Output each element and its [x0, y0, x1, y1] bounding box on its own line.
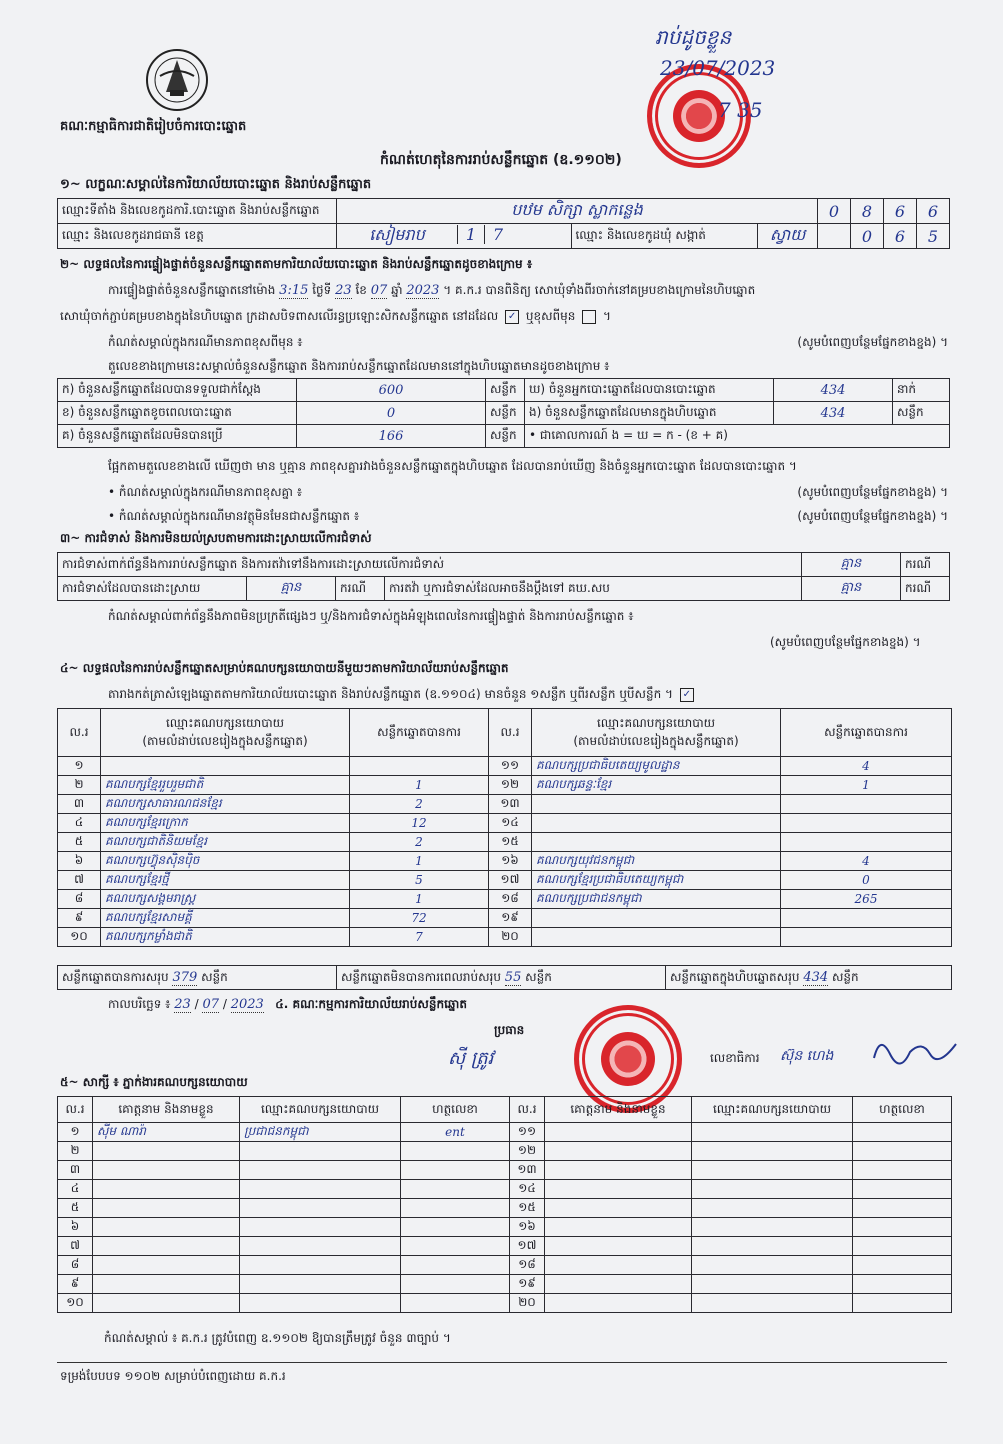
s4-intro: តារាងកត់ត្រាសំឡេងឆ្នោតតាមការិយាល័យបោះឆ្នោត និងរាប់សន្លឹកឆ្នោត (ឧ.១១០៤) មានចំនួន ១សន្លឹក ឬពីរសន្លឹក ឬបីសន្លឹក ។ ✓: [108, 686, 697, 704]
voters-voted: 434: [774, 379, 893, 402]
s1-row2-label: ឈ្មោះ និងលេខកូដរាជធានី ខេត្ត: [58, 224, 337, 249]
party-votes: 7: [350, 928, 489, 947]
s3-fill-note: (សូមបំពេញបន្ថែមផ្នែកខាងខ្នង) ។: [770, 635, 921, 649]
s1-province-code-1: 7: [484, 225, 511, 244]
section5-title: ៥~ សាក្សី ៖ ភ្នាក់ងារគណបក្សនយោបាយ: [60, 1075, 248, 1089]
section1-table: [57, 198, 950, 249]
s2-counts-table: ក) ចំនួនសន្លឹកឆ្នោតដែលបានទទួលជាក់ស្តែង 600 សន្លឹក ឃ) ចំនួនអ្នកបោះឆ្នោតដែលបានបោះឆ្នោត 434 នាក់ ខ) ចំនួនសន្លឹកឆ្នោតខូចពេលបោះឆ្នោត 0 សន្លឹក ង) ចំនួនសន្លឹកឆ្នោតដែលមានក្នុងហិបឆ្នោត 434 សន្លឹក គ) ចំនួនសន្លឹកឆ្នោតដែលមិនបានប្រើ 166 សន្លឹក • ជាគោលការណ៍ ង = ឃ = ក - (ខ + គ): [57, 378, 950, 448]
ballots-in-box: 434: [774, 402, 893, 425]
three-sheets-checkbox[interactable]: ✓: [680, 688, 694, 702]
total-valid: 379: [172, 969, 198, 985]
s1-row1-code-0: 0: [818, 199, 851, 224]
party-name: [532, 909, 781, 928]
party-name: គណបក្សសង្គមរាស្ត្រ: [101, 890, 350, 909]
s1-row1-code-2: 6: [884, 199, 917, 224]
party-name: គណបក្សប្រជាធិបតេយ្យមូលដ្ឋាន: [532, 757, 781, 776]
party-votes: 1: [350, 852, 489, 871]
party-name: [532, 814, 781, 833]
witness-signature: ent: [401, 1123, 510, 1142]
s1-row1-value: បឋម សិក្សា ស្លាកន្លេង: [337, 199, 818, 224]
secretary-label: លេខាធិការ: [710, 1051, 760, 1065]
party-name: [101, 757, 350, 776]
party-name: គណបក្សហ៊្វុនស៊ិនប៉ិច: [101, 852, 350, 871]
party-name: [532, 833, 781, 852]
party-votes: [781, 909, 952, 928]
stamp-date: 23/07/2023: [660, 56, 776, 80]
s2-para2: សោឃុំចាក់ភ្ជាប់គម្របខាងក្នុងនៃហិបឆ្នោត ក្រដាសបិទពាសលើរន្ធប្រឡោះសិកសន្លឹកឆ្នោត នៅដដែល ✓ ឬខុសពីមុន ។: [60, 309, 611, 323]
s1-commune-code-0: 0: [851, 224, 884, 249]
s1-commune-code-1: 6: [884, 224, 917, 249]
date-year: 2023: [230, 997, 264, 1012]
party-votes: 1: [350, 776, 489, 795]
party-votes: 5: [350, 871, 489, 890]
section4-title: ៤~ លទ្ធផលនៃការរាប់សន្លឹកឆ្នោតសម្រាប់គណបក្សនយោបាយនីមួយៗតាមការិយាល័យរាប់សន្លឹកឆ្នោត: [60, 661, 509, 675]
secretary-name: ស៊ុន ហេង: [780, 1048, 834, 1064]
party-votes: 4: [781, 757, 952, 776]
footer-form-code: ទម្រង់បែបបទ ១១០២ សម្រាប់បំពេញដោយ គ.ក.រ: [60, 1369, 286, 1383]
s2-year: 2023: [406, 283, 440, 298]
witness-party: ប្រជាជនកម្ពុជា: [240, 1123, 401, 1142]
party-name: គណបក្សខ្មែរថ្មី: [101, 871, 350, 890]
party-name: គណបក្សសាធារណជនខ្មែរ: [101, 795, 350, 814]
chair-name: ស៊ី ត្រូវ: [448, 1048, 494, 1069]
s2-time: 3:15: [279, 283, 309, 298]
s5-witness-table: ល.រ គោត្តនាម និងនាមខ្លួន ឈ្មោះគណបក្សនយោបាយ ហត្ថលេខា ល.រ គោត្តនាម និងនាមខ្លួន ឈ្មោះគណបក្សនយោបាយ ហត្ថលេខា ១ ស៊ីម ណារ៉ា ប្រជាជនកម្ពុជា ent ១១ ២ ១២ ៣ ១៣ ៤ ១៤ ៥ ១៥ ៦ ១៦ ៧ ១៧ ៨ ១៨ ៩ ១៩ ១០ ២០: [57, 1096, 952, 1313]
objections-count: គ្មាន: [802, 553, 901, 577]
unused-ballots: 166: [297, 425, 486, 448]
party-votes: 2: [350, 833, 489, 852]
s2-note: កំណត់សម្គាល់ក្នុងករណីមានភាពខុសពីមុន ៖ (សូមបំពេញបន្ថែមផ្នែកខាងខ្នង) ។: [108, 335, 948, 349]
resolved-count: គ្មាន: [247, 577, 336, 601]
party-votes: 1: [781, 776, 952, 795]
s2-month: 07: [370, 283, 388, 298]
s1-row2-label2: ឈ្មោះ និងលេខកូដឃុំ សង្កាត់: [571, 224, 758, 249]
s3-table: ការជំទាស់ពាក់ព័ន្ធនឹងការរាប់សន្លឹកឆ្នោត និងការតវ៉ាទៅនឹងការដោះស្រាយលើការជំទាស់ គ្មាន ករណី ការជំទាស់ដែលបានដោះស្រាយ គ្មាន ករណី ការតវ៉ា ឬការជំទាស់ដែលអាចនឹងប្តឹងទៅ គឃ.សប គ្មាន ករណី: [57, 552, 950, 601]
s2-day: 23: [335, 283, 352, 298]
party-votes: 0: [781, 871, 952, 890]
s4-date-line: កាលបរិច្ឆេទ ៖ 23 / 07 / 2023 ៤. គណៈកម្មការការិយាល័យរាប់សន្លឹកឆ្នោត: [108, 997, 467, 1012]
section2-title: ២~ លទ្ធផលនៃការផ្ទៀងផ្ទាត់ចំនួនសន្លឹកឆ្នោតតាមការិយាល័យបោះឆ្នោត និងរាប់សន្លឹកឆ្នោតដូចខាងក្រោម ៖: [60, 257, 533, 271]
witness-name: ស៊ីម ណារ៉ា: [93, 1123, 240, 1142]
s4-results-table: ល.រ ឈ្មោះគណបក្សនយោបាយ (តាមលំដាប់លេខរៀងក្នុងសន្លឹកឆ្នោត) សន្លឹកឆ្នោតបានការ ល.រ ឈ្មោះគណបក្សនយោបាយ (តាមលំដាប់លេខរៀងក្នុងសន្លឹកឆ្នោត) សន្លឹកឆ្នោតបានការ ១ ១១ គណបក្សប្រជាធិបតេយ្យមូលដ្ឋាន 4 ២ គណបក្សខ្មែររួបរួមជាតិ 1 ១២ គណបក្សឆន្ទៈខ្មែរ 1 ៣ គណបក្សសាធារណជនខ្មែរ 2 ១៣ ៤ គណបក្សខ្មែរក្រោក 12 ១៤ ៥ គណបក្សជាតិនិយមខ្មែរ 2 ១៥ ៦ គណបក្សហ៊្វុនស៊ិនប៉ិច 1 ១៦ គណបក្សយុវជនកម្ពុជា 4 ៧ គណបក្សខ្មែរថ្មី 5 ១៧ គណបក្សខ្មែរប្រជាធិបតេយ្យកម្ពុជា 0 ៨ គណបក្សសង្គមរាស្ត្រ 1 ១៨ គណបក្សប្រជាជនកម្ពុជា 265 ៩ គណបក្សខ្មែរសាមគ្គី 72 ១៩ ១០ គណបក្សកម្លាំងជាតិ 7 ២០: [57, 708, 952, 947]
s1-row1-code-3: 6: [917, 199, 950, 224]
party-votes: [781, 814, 952, 833]
party-votes: 4: [781, 852, 952, 871]
org-name: គណៈកម្មាធិការជាតិរៀបចំការបោះឆ្នោត: [60, 119, 247, 134]
s2-bullet1: • កំណត់សម្គាល់ក្នុងករណីមានភាពខុសគ្នា ៖ (សូមបំពេញបន្ថែមផ្នែកខាងខ្នង) ។: [108, 485, 948, 499]
party-name: គណបក្សខ្មែរប្រជាធិបតេយ្យកម្ពុជា: [532, 871, 781, 890]
s1-province: សៀមរាប: [369, 225, 425, 244]
party-name: គណបក្សខ្មែរសាមគ្គី: [101, 909, 350, 928]
s3-note: កំណត់សម្គាល់ពាក់ព័ន្ធនឹងភាពមិនប្រក្រតីផ្សេងៗ ឬ/និងការជំទាស់ក្នុងអំឡុងពេលនៃការផ្ទៀងផ្ទាត់ និងការរាប់សន្លឹកឆ្នោត ៖: [108, 609, 634, 623]
same-checkbox[interactable]: ✓: [505, 310, 519, 324]
s4-totals-row: សន្លឹកឆ្នោតបានការសរុប 379 សន្លឹក សន្លឹកឆ្នោតមិនបានការពេលរាប់សរុប 55 សន្លឹក សន្លឹកឆ្នោតក្នុងហិបឆ្នោតសរុប 434 សន្លឹក: [57, 965, 952, 990]
party-name: គណបក្សខ្មែររួបរួមជាតិ: [101, 776, 350, 795]
s5-footnote: កំណត់សម្គាល់ ៖ គ.ក.រ ត្រូវបំពេញ ឧ.១១០២ ឱ្យបានត្រឹមត្រូវ ចំនួន ៣ច្បាប់ ។: [104, 1331, 451, 1345]
party-votes: 72: [350, 909, 489, 928]
s1-row1-label: ឈ្មោះទីតាំង និងលេខកូដការិ.បោះឆ្នោត និងរាប់សន្លឹកឆ្នោត: [58, 199, 337, 224]
secretary-signature: [870, 1030, 960, 1070]
total-in-box: 434: [803, 969, 829, 985]
party-name: គណបក្សប្រជាជនកម្ពុជា: [532, 890, 781, 909]
spoiled-ballots: 0: [297, 402, 486, 425]
different-checkbox[interactable]: [582, 310, 596, 324]
s2-diff-line: ផ្អែកតាមតួលេខខាងលើ ឃើញថា មាន ឬគ្មាន ភាពខុសគ្នារវាងចំនួនសន្លឹកឆ្នោតក្នុងហិបឆ្នោត ដែលបានរាប់ឃើញ និងចំនួនអ្នកបោះឆ្នោត ដែលបានបោះឆ្នោត ។: [108, 459, 797, 473]
date-month: 07: [202, 997, 220, 1012]
party-name: [532, 795, 781, 814]
party-name: គណបក្សយុវជនកម្ពុជា: [532, 852, 781, 871]
party-votes: 1: [350, 890, 489, 909]
stamp-handwriting: រាប់ដូចខ្លួន: [655, 25, 732, 49]
received-ballots: 600: [297, 379, 486, 402]
footer-divider: [57, 1362, 947, 1363]
s1-province-code-0: 1: [457, 225, 484, 244]
party-name: គណបក្សឆន្ទៈខ្មែរ: [532, 776, 781, 795]
chair-label: ប្រធាន: [494, 1023, 525, 1037]
party-name: គណបក្សកម្លាំងជាតិ: [101, 928, 350, 947]
nec-logo: [142, 46, 212, 114]
party-votes: 12: [350, 814, 489, 833]
s2-intro: តួលេខខាងក្រោមនេះសម្គាល់ចំនួនសន្លឹកឆ្នោត និងការរាប់សន្លឹកឆ្នោតដែលមាននៅក្នុងហិបឆ្នោតមានដូចខាងក្រោម ៖: [108, 359, 610, 373]
s2-bullet2: • កំណត់សម្គាល់ក្នុងករណីមានវត្ថុមិនមែនជាសន្លឹកឆ្នោត ៖ (សូមបំពេញបន្ថែមផ្នែកខាងខ្នង) ។: [108, 509, 948, 523]
form-title: កំណត់ហេតុនៃការរាប់សន្លឹកឆ្នោត (ឧ.១១០២): [380, 152, 622, 168]
party-votes: [781, 928, 952, 947]
stamp-time: 7 35: [718, 98, 763, 122]
section1-title: ១~ លក្ខណៈសម្គាល់នៃការិយាល័យបោះឆ្នោត និងរាប់សន្លឹកឆ្នោត: [60, 177, 372, 192]
party-votes: [350, 757, 489, 776]
section3-title: ៣~ ការជំទាស់ និងការមិនយល់ស្របតាមការដោះស្រាយលើការជំទាស់: [60, 531, 372, 545]
s2-para1: ការផ្ទៀងផ្ទាត់ចំនួនសន្លឹកឆ្នោតនៅម៉ោង 3:15 ថ្ងៃទី 23 ខែ 07 ឆ្នាំ 2023 ។ គ.ក.រ បានពិនិត្យ សោឃុំទាំងពីរចាក់នៅគម្របខាងក្រោមនៃហិបឆ្នោត: [108, 283, 756, 298]
party-votes: 2: [350, 795, 489, 814]
appeals-count: គ្មាន: [802, 577, 901, 601]
party-name: [532, 928, 781, 947]
s1-commune-code-2: 5: [917, 224, 950, 249]
date-day: 23: [174, 997, 191, 1012]
party-votes: 265: [781, 890, 952, 909]
s1-commune: ស្វាយ: [758, 224, 818, 249]
party-name: គណបក្សជាតិនិយមខ្មែរ: [101, 833, 350, 852]
s1-row1-code-1: 8: [851, 199, 884, 224]
party-name: គណបក្សខ្មែរក្រោក: [101, 814, 350, 833]
total-invalid: 55: [504, 969, 522, 985]
party-votes: [781, 833, 952, 852]
party-votes: [781, 795, 952, 814]
